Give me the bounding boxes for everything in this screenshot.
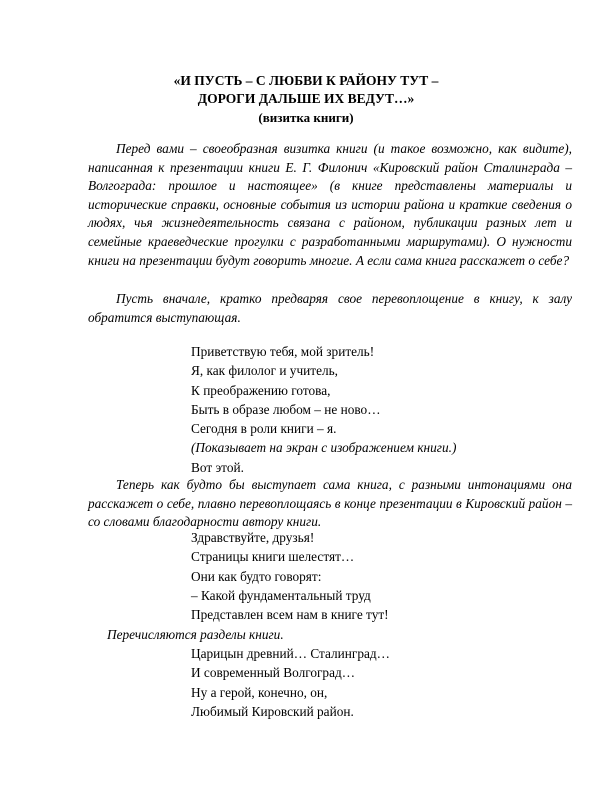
verse-block-1 (191, 342, 456, 477)
verse-line: Здравствуйте, друзья! (191, 530, 315, 545)
verse-line: Сегодня в роли книги – я. (191, 421, 337, 437)
verse-line: Царицын древний… Сталинград… (191, 646, 390, 661)
subtitle: (визитка книги) (258, 110, 354, 125)
title-line-2: ДОРОГИ ДАЛЬШЕ ИХ ВЕДУТ…» (197, 91, 415, 106)
verse-line: Быть в образе любом – не ново… (191, 401, 381, 417)
verse-line: И современный Волгоград… (191, 665, 356, 681)
verse-line: Приветствую тебя, мой зритель! (191, 344, 375, 359)
verse-line: Любимый Кировский район. (191, 703, 354, 719)
verse-block-3 (191, 644, 390, 721)
third-paragraph: Теперь как будто бы выступает сама книга, с разными интонациями она расскажет о себе, плавно перевоплощаясь в конце презентации в Кировский район – со словами благодарности автору книги. (88, 477, 572, 530)
stage-direction: Перечисляются разделы книги. (107, 627, 284, 642)
title-line-1: «И ПУСТЬ – С ЛЮБВИ К РАЙОНУ ТУТ – (173, 73, 439, 88)
verse-line: Страницы книги шелестят… (191, 549, 355, 565)
verse-line: Представлен всем нам в книге тут! (191, 607, 389, 623)
verse-line: Ну а герой, конечно, он, (191, 684, 328, 700)
verse-line: К преображению готова, (191, 382, 331, 398)
verse-line: Я, как филолог и учитель, (191, 363, 338, 379)
verse-line: – Какой фундаментальный труд (191, 587, 371, 603)
verse-block-2 (191, 528, 389, 624)
intro-paragraph: Перед вами – своеобразная визитка книги (и такое возможно, как видите), написанная к презентации книги Е. Г. Филонич «Кировский район Сталинграда – Волгограда: прошлое и настоящее» (в книге представлены материалы и исторические справки, основные события из истории района и краткие сведения о людях, чья жизнедеятельность связана с районом, публикации разных лет и семейные краеведческие прогулки с разработанными маршрутами). О нужности книги на презентации будут говорить многие. А если сама книга расскажет о себе? (88, 141, 572, 268)
verse-stage-note: (Показывает на экран с изображением книги.) (191, 440, 457, 456)
verse-line: Они как будто говорят: (191, 568, 322, 584)
second-paragraph: Пусть вначале, кратко предваряя свое перевоплощение в книгу, к залу обратится выступающая. (88, 291, 572, 325)
verse-line: Вот этой. (191, 459, 244, 475)
